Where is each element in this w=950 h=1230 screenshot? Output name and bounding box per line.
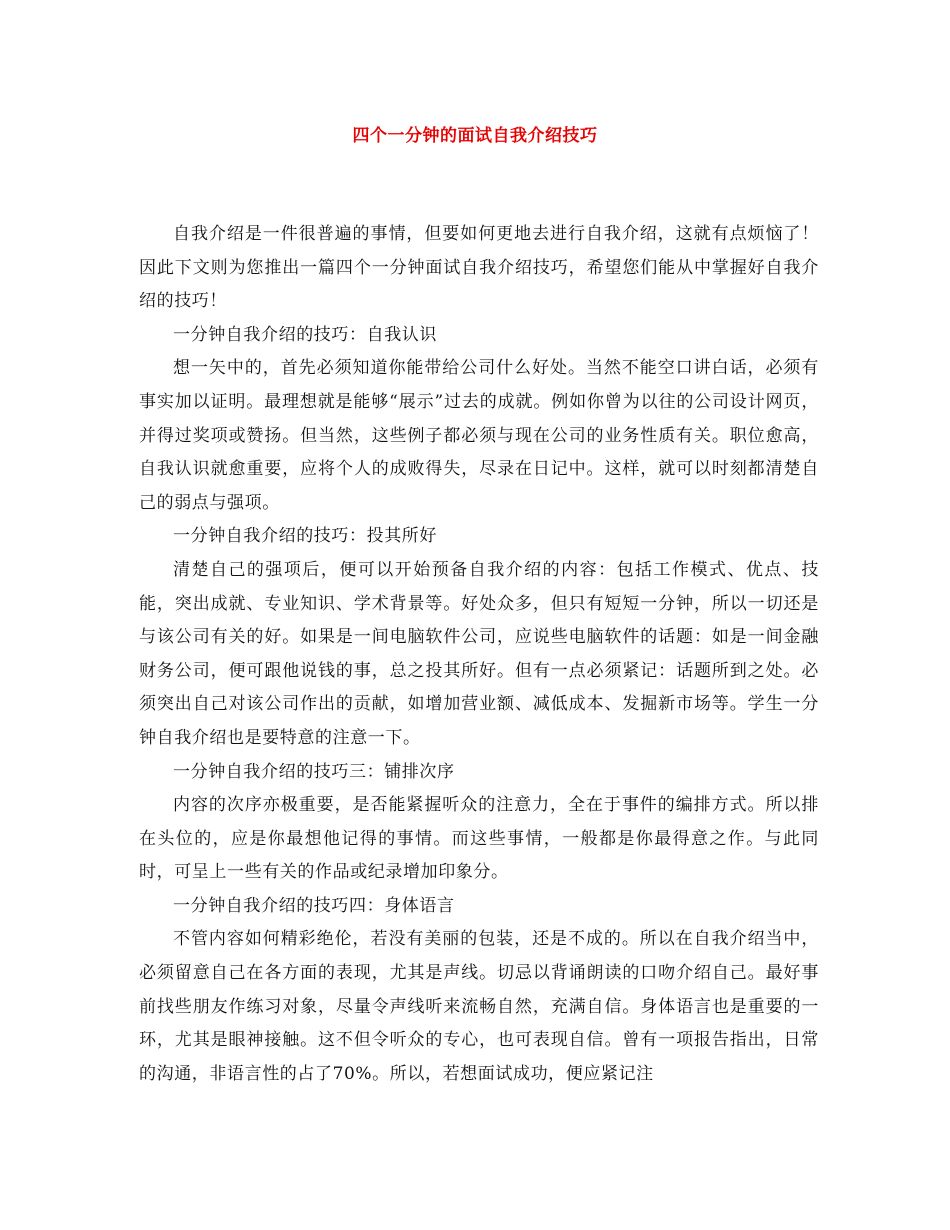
- document-title: 四个一分钟的面试自我介绍技巧: [352, 126, 598, 146]
- section-heading-3: 一分钟自我介绍的技巧三：铺排次序: [173, 761, 455, 782]
- intro-paragraph: 自我介绍是一件很普遍的事情，但要如何更地去进行自我介绍，这就有点烦恼了！因此下文则为您推出一篇四个一分钟面试自我介绍技巧，希望您们能从中掌握好自我介绍的技巧！: [139, 224, 819, 312]
- section-heading-4: 一分钟自我介绍的技巧四：身体语言: [173, 895, 455, 916]
- section-heading-2: 一分钟自我介绍的技巧：投其所好: [173, 526, 437, 547]
- section-paragraph-2: 清楚自己的强项后，便可以开始预备自我介绍的内容：包括工作模式、优点、技能，突出成就、专业知识、学术背景等。好处众多，但只有短短一分钟，所以一切还是与该公司有关的好。如果是一间电脑软件公司，应说些电脑软件的话题：如是一间金融财务公司，便可跟他说钱的事，总之投其所好。但有一点必须紧记：话题所到之处。必须突出自己对该公司作出的贡献，如增加营业额、减低成本、发掘新市场等。学生一分钟自我介绍也是要特意的注意一下。: [139, 559, 819, 748]
- section-paragraph-4: 不管内容如何精彩绝伦，若没有美丽的包装，还是不成的。所以在自我介绍当中，必须留意自己在各方面的表现，尤其是声线。切忌以背诵朗读的口吻介绍自己。最好事前找些朋友作练习对象，尽量令声线听来流畅自然，充满自信。身体语言也是重要的一环，尤其是眼神接触。这不但令听众的专心，也可表现自信。曾有一项报告指出，日常的沟通，非语言性的占了70%。所以，若想面试成功，便应紧记注: [139, 929, 819, 1084]
- document-body: [139, 218, 819, 1091]
- section-paragraph-3: 内容的次序亦极重要，是否能紧握听众的注意力，全在于事件的编排方式。所以排在头位的，应是你最想他记得的事情。而这些事情，一般都是你最得意之作。与此同时，可呈上一些有关的作品或纪录增加印象分。: [139, 795, 819, 883]
- section-heading-1: 一分钟自我介绍的技巧：自我认识: [173, 324, 437, 345]
- section-paragraph-1: 想一矢中的，首先必须知道你能带给公司什么好处。当然不能空口讲白话，必须有事实加以证明。最理想就是能够“展示”过去的成就。例如你曾为以往的公司设计网页，并得过奖项或赞扬。但当然，这些例子都必须与现在公司的业务性质有关。职位愈高，自我认识就愈重要，应将个人的成败得失，尽录在日记中。这样，就可以时刻都清楚自己的弱点与强项。: [139, 358, 819, 513]
